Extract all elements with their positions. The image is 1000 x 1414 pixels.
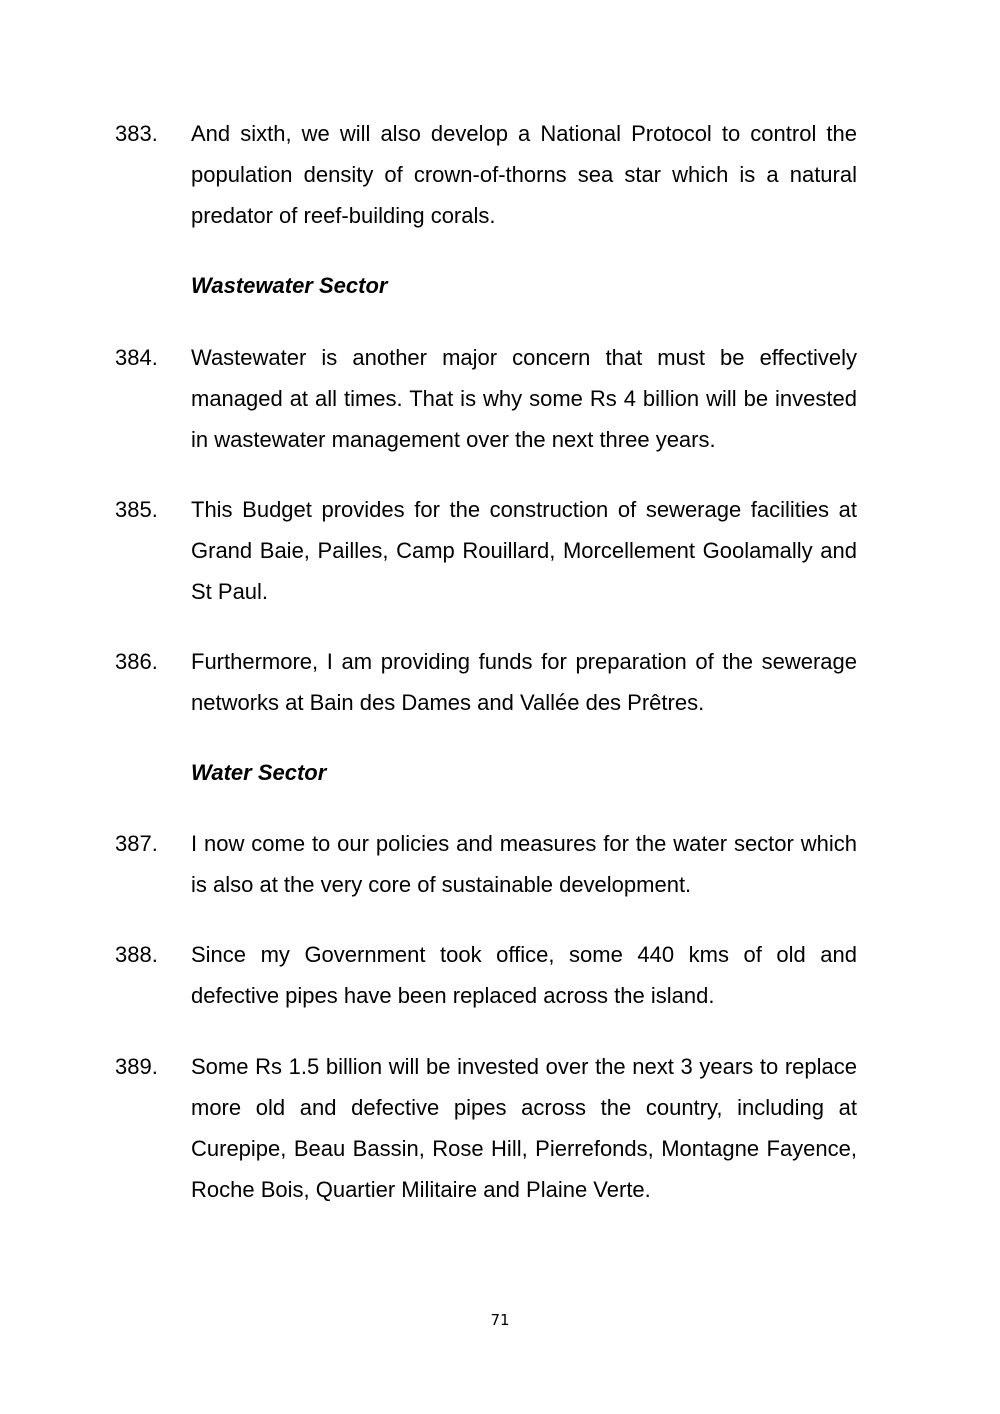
paragraph-number: 386. [115,649,158,674]
page-number: 71 [490,1311,510,1329]
paragraph-text: This Budget provides for the construction of sewerage facilities at Grand Baie, Pailles, Camp Rouillard, Morcellement Goolamally and St Paul. [191,497,857,604]
paragraph-number: 387. [115,831,158,856]
section-heading-wastewater: Wastewater Sector [191,273,388,298]
paragraph-number: 383. [115,121,158,146]
paragraph-text: And sixth, we will also develop a National Protocol to control the population density of crown-of-thorns sea star which is a natural predator of reef-building corals. [191,121,857,228]
paragraph-384 [0,337,1000,460]
paragraph-383 [0,113,1000,236]
paragraph-text: Wastewater is another major concern that must be effectively managed at all times. That is why some Rs 4 billion will be invested in wastewater management over the next three years. [191,345,857,452]
paragraph-number: 388. [115,942,158,967]
section-heading-water: Water Sector [191,760,327,785]
paragraph-385 [0,489,1000,612]
paragraph-text: I now come to our policies and measures for the water sector which is also at the very core of sustainable development. [191,831,857,897]
paragraph-number: 385. [115,497,158,522]
paragraph-388 [0,934,1000,1016]
paragraph-389 [0,1046,1000,1210]
paragraph-number: 384. [115,345,158,370]
paragraph-number: 389. [115,1054,158,1079]
paragraph-text: Some Rs 1.5 billion will be invested over the next 3 years to replace more old and defective pipes across the country, including at Curepipe, Beau Bassin, Rose Hill, Pierrefonds, Montagne Fayence, Roche Bois, Quartier Militaire and Plaine Verte. [191,1054,857,1202]
paragraph-text: Since my Government took office, some 440 kms of old and defective pipes have been replaced across the island. [191,942,857,1008]
paragraph-387 [0,823,1000,905]
paragraph-text: Furthermore, I am providing funds for preparation of the sewerage networks at Bain des Dames and Vallée des Prêtres. [191,649,857,715]
paragraph-386 [0,641,1000,723]
